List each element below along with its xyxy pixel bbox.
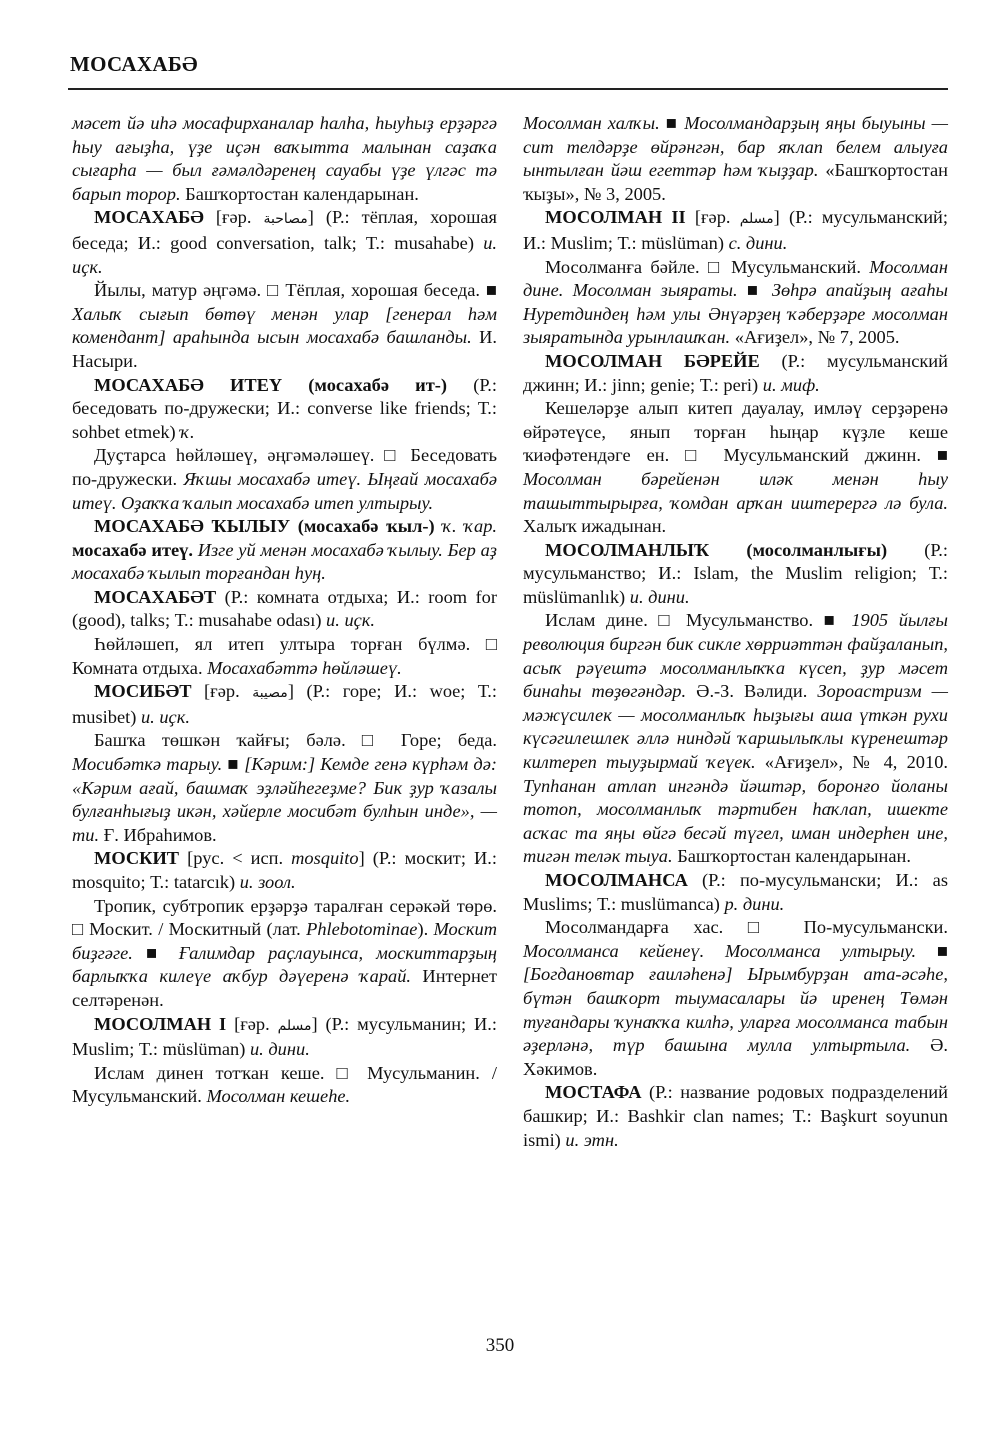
dictionary-entry-paragraph xyxy=(523,206,948,255)
italic-text: и. этн. xyxy=(565,1129,619,1150)
italic-text: Изге уй менән мосахабә ҡылыу. Бер аҙ мосахабә ҡылып торғандан һуң. xyxy=(72,539,497,584)
italic-text: Мосолманса кейенеү. Мосолманса ултырыу. xyxy=(523,940,917,961)
dictionary-entry-paragraph xyxy=(523,609,948,869)
italic-text: Халыҡ сығып бөтөү менән улар [генерал һәм комендант] араһында ысын мосахабә башланды. xyxy=(72,303,497,348)
running-head: МОСАХАБӘ xyxy=(70,52,198,76)
italic-text: ҡ. xyxy=(180,421,195,442)
italic-text: [Богдановтар ғаиләһенә] xyxy=(523,964,733,985)
headword: МОСОЛМАН I xyxy=(94,1013,227,1034)
headword: МОСОЛМАН II xyxy=(545,207,686,228)
text-run: И. Насыри. xyxy=(72,327,497,371)
text-run: Халыҡ ижадынан. xyxy=(523,516,667,537)
dictionary-entry-paragraph xyxy=(523,869,948,916)
text-run: Һөйләшеп, ял итеп ултыра торған бүлмә. □ Комната отдыха. xyxy=(72,634,497,678)
text-run: ] (Р.: мусульманин; И.: Muslim; Т.: müslüman) xyxy=(72,1013,497,1060)
dictionary-entry-paragraph xyxy=(72,586,497,633)
text-run: ] (Р.: горе; И.: woe; Т.: musibet) xyxy=(72,681,497,727)
text-run: ■ xyxy=(222,754,245,775)
dictionary-entry-paragraph xyxy=(72,633,497,680)
italic-text: Тупһанан атлап ингәндә йәштәр, боронғо йоланы тотоп, мосолманлыҡ тәртибен һаҡлап, ишекте асҡас та яңы өйгә бесәй түгел, иман индерһен ине, тигән теләк тыуа. xyxy=(523,775,948,867)
text-run: (Р.: название родовых подразделений башкир; И.: Bashkir clan names; Т.: Başkurt soyunun ismi) xyxy=(523,1082,948,1150)
headword: МОСОЛМАНСА xyxy=(545,870,688,890)
italic-text: Мосахабәттә һөйләшеү. xyxy=(207,657,402,678)
italic-text: ҡ. ҡар. xyxy=(442,516,497,537)
headword: МОСТАФА xyxy=(545,1082,642,1103)
dictionary-entry-paragraph xyxy=(523,916,948,1081)
dictionary-entry-paragraph xyxy=(72,1013,497,1062)
italic-text: Зөһрә апайҙың ағаһы Нуретдиндең һәм улы Әнүәрҙең ҡәберҙәре мосолман зыяратында урынлашҡан. xyxy=(523,280,948,348)
dictionary-entry-paragraph xyxy=(523,350,948,397)
text-run: [ғәр. xyxy=(685,207,740,228)
italic-text: р. дини. xyxy=(724,893,785,914)
text-run: Башҡортостан календарынан. xyxy=(180,183,419,204)
headword: мосахабә итеү. xyxy=(72,539,193,560)
text-run: (Р.: комната отдыха; И.: room for (good), talks; Т.: musahabe odası) xyxy=(72,586,497,631)
dictionary-entry-paragraph xyxy=(523,539,948,610)
italic-text: Мосолман халҡы. xyxy=(523,113,660,133)
text-run: Ислам дине. □ Мусульманство. ■ xyxy=(545,610,852,631)
text-run: Ислам динен тотҡан кеше. □ Мусульманин. / Мусульманский. xyxy=(72,1062,497,1107)
italic-text: Мосибәткә тарыу. xyxy=(72,754,223,775)
text-run: Кешеләрҙе алып китеп дауалау, имләү серҙәренә өйрәтеүсе, янып торған һыңар күҙле кеше ҡиәфәтендәге ен. □ Мусульманский джинн. ■ xyxy=(523,398,948,466)
text-run: ] (Р.: тёплая, хорошая беседа; И.: good conversation, talk; Т.: musahabe) xyxy=(72,207,497,253)
text-run: ■ xyxy=(737,280,772,301)
italic-text: Мосолман бәрейенән иләк менән һыу ташыттырырға, ҡомдан арҡан иштерергә лә була. xyxy=(523,468,948,513)
text-run: (Р.: беседовать по-дружески; И.: converse like friends; Т.: sohbet etmek) xyxy=(72,374,497,442)
text-run: ). xyxy=(417,919,434,940)
dictionary-entry-paragraph xyxy=(523,1081,948,1152)
dictionary-entry-paragraph xyxy=(72,374,497,445)
text-run: Мосолманға бәйле. □ Мусульманский. xyxy=(545,256,870,277)
text-run: [ғәр. xyxy=(226,1013,278,1034)
arabic-etymon: مسلم xyxy=(739,211,774,228)
text-run: ■ xyxy=(916,940,948,961)
dictionary-entry-paragraph xyxy=(72,1062,497,1109)
text-run: [рус. < исп. xyxy=(179,848,292,869)
left-column xyxy=(72,112,497,1109)
dictionary-entry-paragraph xyxy=(72,279,497,373)
text-run: «Ағиҙел», № 7, 2005. xyxy=(730,327,900,348)
text-run: Мосолмандарға хас. □ По-мусульмански. xyxy=(545,917,948,938)
text-run: Башҡа төшкән ҡайғы; бәлә. □ Горе; беда. xyxy=(94,730,497,751)
text-run: ] (Р.: мусульманский; И.: Muslim; Т.: müslüman) xyxy=(523,207,948,253)
text-run: Тропик, субтропик ерҙәрҙә таралған серәкәй төрө. □ Москит. / Москитный (лат. xyxy=(72,895,497,940)
dictionary-entry-paragraph xyxy=(72,515,497,586)
italic-text: и. дини. xyxy=(249,1039,310,1060)
header-rule xyxy=(68,88,948,90)
italic-text: и. иҫк. xyxy=(140,706,190,727)
text-run xyxy=(733,964,748,984)
text-run: (Р.: по-мусульмански; И.: as Muslims; Т.: muslümanca) xyxy=(523,870,948,914)
dictionary-entry-paragraph xyxy=(72,444,497,515)
italic-text: 1905 йылғы революция биргән бик сикле хөрриәттән файҙаланып, асыҡ рәүештә мосолманлыҡҡа күсеп, ҙур мәсет бинаһы төҙөгәндәр. xyxy=(523,610,948,702)
italic-text: мәсет йә иһә мосафирханалар һалһа, һыуһыҙ ерҙәргә һыу ағыҙһа, үҙе иҫән ваҡытта малынан саҙаҡа сығарһа — был ғәмәлдәренең сауабы үҙе үлгәс тә барып торор. xyxy=(72,113,497,204)
italic-text: [Кәрим:] Кемде генә күрһәм дә: «Кәрим ағай, башмаҡ эҙләйһегеҙме? Бик ҙур ҡазалы булғанһығыҙ икән, хәйерле мосибәт булһын инде», — ти. xyxy=(72,754,497,845)
italic-text: и. иҫк. xyxy=(72,232,497,277)
italic-text: и. иҫк. xyxy=(326,610,375,631)
italic-text: Яҡшы мосахабә итеү. Ыңғай мосахабә итеү. Оҙаҡҡа ҡалып мосахабә итеп ултырыу. xyxy=(72,468,497,513)
italic-text: Phlebotominae xyxy=(306,919,418,940)
text-run: «Башҡортостан ҡыҙы», № 3, 2005. xyxy=(523,160,948,204)
text-run: Ә.-З. Вәлиди. xyxy=(686,681,818,702)
text-run: ] (Р.: москит; И.: mosquito; Т.: tatarcık) xyxy=(72,848,497,892)
italic-text: и. зоол. xyxy=(239,872,296,892)
italic-text: и. дини. xyxy=(629,586,690,607)
italic-text: и. миф. xyxy=(762,374,820,395)
text-run: ■ xyxy=(132,942,179,963)
text-run: (Р.: мусульманский джинн; И.: jinn; genie; Т.: peri) xyxy=(523,350,948,395)
continued-paragraph xyxy=(523,112,948,206)
dictionary-entry-paragraph xyxy=(72,895,497,1013)
italic-text: Зороастризм — мәжүсилек — мосолманлыҡ һыҙығы аша үткән рухи күсәгилешлек әллә ниндәй ҡаршылыҡлы күренештәр килтереп тыуҙырмай ҡеүек. xyxy=(523,681,949,773)
headword: МОСАХАБӘТ xyxy=(94,586,217,607)
headword: МОСКИТ xyxy=(94,848,180,869)
dictionary-entry-paragraph xyxy=(72,847,497,894)
text-run: Дуҫтарса һөйләшеү, әңгәмәләшеү. □ Беседовать по-дружески. xyxy=(72,445,497,489)
text-run: Йылы, матур әңгәмә. □ Тёплая, хорошая беседа. ■ xyxy=(94,280,497,301)
headword: МОСИБӘТ xyxy=(94,681,192,702)
italic-text: Мосолман дине. Мосолман зыяраты. xyxy=(523,256,948,301)
headword: МОСАХАБӘ ИТЕҮ (мосахабә ит-) xyxy=(94,374,448,395)
headword: МОСОЛМАН БӘРЕЙЕ xyxy=(545,350,760,371)
italic-text: Москит биҙгәге. xyxy=(72,919,497,963)
text-run: ■ xyxy=(659,113,685,133)
text-run: Башҡортостан календарынан. xyxy=(672,846,911,867)
italic-text: mosquito xyxy=(291,848,359,869)
italic-text: Мосолман кешеһе. xyxy=(206,1086,351,1107)
text-run: Ә. Хәкимов. xyxy=(523,1035,948,1079)
text-run: (Р.: мусульманство; И.: Islam, the Muslim religion; Т.: müslümanlık) xyxy=(523,539,948,607)
italic-text: Ғалимдар раҫлауынса, москиттарҙың барлыҡҡа килеүе аҡбур дәүеренә ҡарай. xyxy=(72,942,497,987)
arabic-etymon: مصيبة xyxy=(252,685,288,702)
arabic-etymon: مصاحبة xyxy=(263,211,308,228)
text-run: [ғәр. xyxy=(191,681,253,702)
headword: МОСОЛМАНЛЫҠ (мосолманлығы) xyxy=(545,539,888,560)
text-run: Ғ. Ибраһимов. xyxy=(99,824,217,845)
headword: МОСАХАБӘ ҠЫЛЫУ (мосахабә ҡыл-) xyxy=(94,516,435,537)
arabic-etymon: مسلم xyxy=(277,1017,312,1034)
text-run: Интернет селтәренән. xyxy=(72,966,497,1010)
dictionary-entry-paragraph xyxy=(523,397,948,539)
italic-text: Ырымбурҙан ата-әсәһе, бүтән башҡорт тыумасалары йә иренең Төмән туғандары ҡунаҡҡа килһә, уларға мосолманса табын әҙерләнә, түр башына мулла ултыртыла. xyxy=(523,964,948,1056)
dictionary-entry-paragraph xyxy=(72,206,497,279)
page-number: 350 xyxy=(485,1335,515,1356)
text-run: [ғәр. xyxy=(203,207,264,228)
right-column xyxy=(523,112,948,1152)
text-run: «Ағиҙел», № 4, 2010. xyxy=(755,752,948,773)
continued-paragraph xyxy=(72,112,497,206)
headword: МОСАХАБӘ xyxy=(94,207,204,228)
dictionary-entry-paragraph xyxy=(72,680,497,729)
italic-text: Мосолмандарҙың яңы быуыны — сит телдәрҙе өйрәнгән, бар яҡлап белем алыуға ынтылған йәш егеттәр һәм ҡыҙҙар. xyxy=(523,113,948,181)
italic-text: с. дини. xyxy=(728,232,788,253)
dictionary-entry-paragraph xyxy=(72,729,497,847)
dictionary-entry-paragraph xyxy=(523,256,948,350)
